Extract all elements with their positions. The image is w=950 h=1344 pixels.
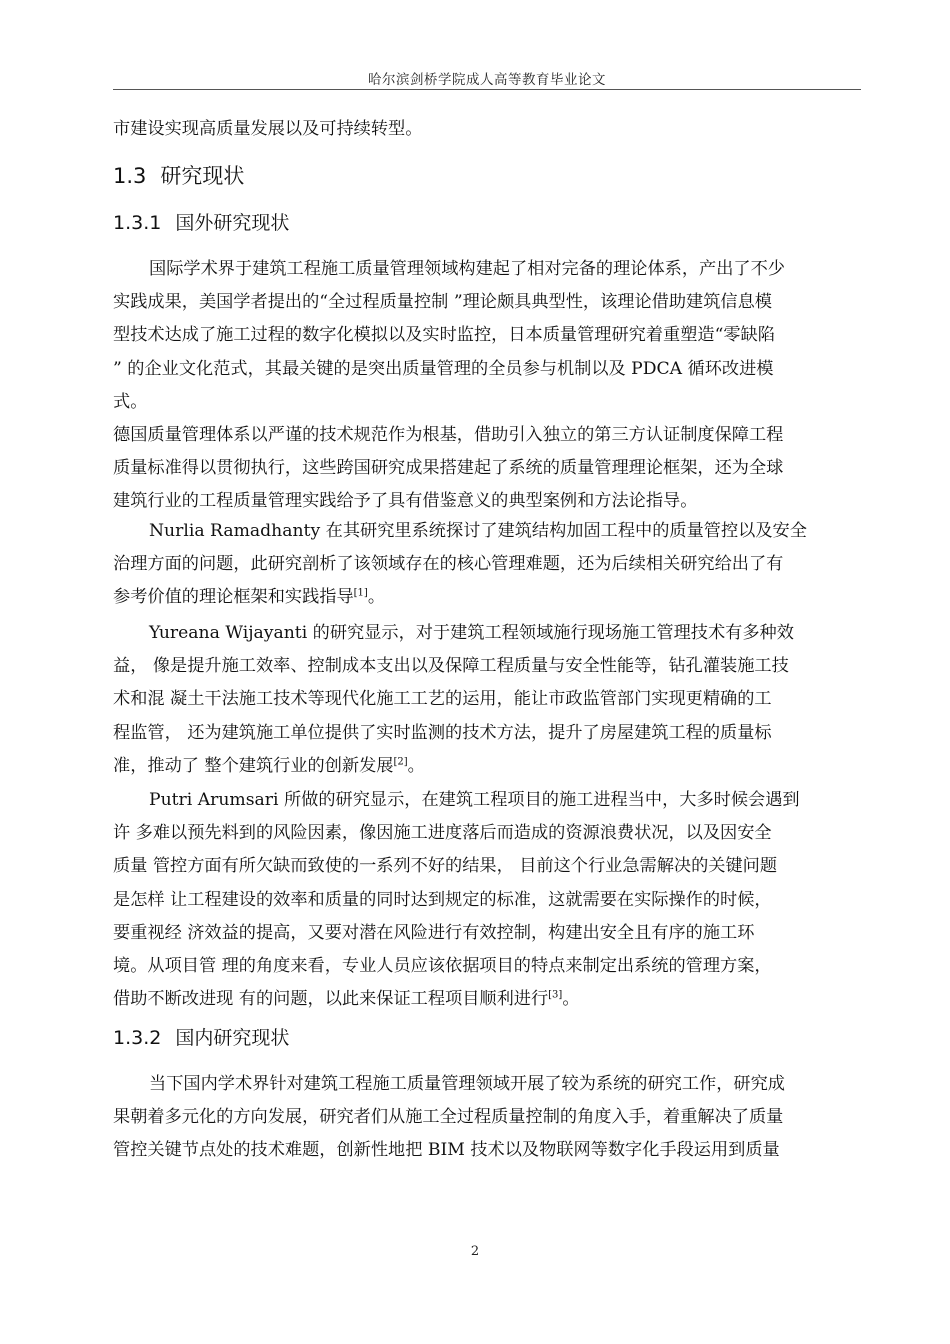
text-line: 国际学术界于建筑工程施工质量管理领域构建起了相对完备的理论体系，产出了不少 [149, 259, 785, 279]
running-header: 哈尔滨剑桥学院成人高等教育毕业论文 [368, 72, 606, 88]
text-line: 实践成果，美国学者提出的“全过程质量控制 ”理论颇具典型性，该理论借助建筑信息模 [113, 292, 772, 313]
text-line: Nurlia Ramadhanty 在其研究里系统探讨了建筑结构加固工程中的质量管控以及安全 [149, 521, 807, 541]
text-line: 治理方面的问题，此研究剖析了该领域存在的核心管理难题，还为后续相关研究给出了有 [113, 554, 784, 575]
text-line: Yureana Wijayanti 的研究显示，对于建筑工程领域施行现场施工管理技术有多种效 [149, 623, 794, 643]
text-line: 许 多难以预先料到的风险因素，像因施工进度落后而造成的资源浪费状况，以及因安全 [113, 823, 772, 844]
paragraph-ramadhanty [113, 515, 861, 615]
text-segment: 借助不断改进现 有的问题，以此来保证工程项目顺利进行 [113, 989, 549, 1010]
page-number: 2 [470, 1244, 480, 1259]
text-segment: 。 [407, 755, 425, 776]
subsection-title: 国内研究现状 [175, 1027, 290, 1049]
text-line: ” 的企业文化范式，其最关键的是突出质量管理的全员参与机制以及 PDCA 循环改进模 [113, 358, 774, 379]
subsection-title: 国外研究现状 [175, 212, 290, 234]
text-line: 型技术达成了施工过程的数字化模拟以及实时监控，日本质量管理研究着重塑造“零缺陷 [113, 325, 775, 346]
text-line: 当下国内学术界针对建筑工程施工质量管理领域开展了较为系统的研究工作，研究成 [149, 1074, 785, 1094]
section-heading [113, 160, 244, 190]
text-line: 程监管， 还为建筑施工单位提供了实时监测的技术方法，提升了房屋建筑工程的质量标 [113, 722, 772, 743]
text-line [113, 581, 861, 614]
text-segment: 准，推动了 整个建筑行业的创新发展 [113, 755, 394, 776]
text-line: 质量 管控方面有所欠缺而致使的一系列不好的结果， 目前这个行业急需解决的关键问题 [113, 856, 778, 877]
text-line: 术和混 凝土干法施工技术等现代化施工工艺的运用，能让市政监管部门实现更精确的工 [113, 689, 772, 710]
text-line: 管控关键节点处的技术难题，创新性地把 BIM 技术以及物联网等数字化手段运用到质量 [113, 1140, 780, 1161]
header-rule [113, 89, 861, 90]
subsection-number: 1.3.1 [113, 212, 162, 234]
text-line: 果朝着多元化的方向发展，研究者们从施工全过程质量控制的角度入手，着重解决了质量 [113, 1107, 784, 1128]
paragraph-domestic [113, 1068, 861, 1168]
subsection-heading-foreign [113, 208, 289, 235]
text-segment: 。 [562, 989, 580, 1010]
section-title: 研究现状 [160, 164, 245, 188]
text-segment: 。 [367, 587, 386, 608]
paragraph-foreign-overview [113, 253, 861, 419]
text-segment: 参考价值的理论框架和实践指导 [113, 587, 354, 608]
text-line: 是怎样 让工程建设的效率和质量的同时达到规定的标准，这就需要在实际操作的时候， [113, 889, 772, 910]
text-line: 德国质量管理体系以严谨的技术规范作为根基，借助引入独立的第三方认证制度保障工程 [113, 425, 784, 445]
text-line: 市建设实现高质量发展以及可持续转型。 [113, 119, 423, 139]
text-line [113, 750, 861, 783]
text-line: 质量标准得以贯彻执行，这些跨国研究成果搭建起了系统的质量管理理论框架，还为全球 [113, 458, 784, 479]
text-line: 要重视经 济效益的提高，又要对潜在风险进行有效控制，构建出安全且有序的施工环 [113, 922, 755, 943]
paragraph-germany [113, 419, 861, 519]
subsection-heading-domestic [113, 1023, 289, 1050]
text-line: 建筑行业的工程质量管理实践给予了具有借鉴意义的典型案例和方法论指导。 [113, 491, 698, 512]
text-line: 式。 [113, 391, 148, 412]
paragraph-wijayanti [113, 617, 861, 783]
paragraph-arumsari [113, 784, 861, 1016]
citation-ref: [1] [353, 587, 368, 599]
text-line: Putri Arumsari 所做的研究显示，在建筑工程项目的施工进程当中，大多时候会遇到 [149, 790, 800, 810]
continuation-text [113, 113, 861, 146]
text-line: 益， 像是提升施工效率、控制成本支出以及保障工程质量与安全性能等，钻孔灌装施工技 [113, 656, 789, 677]
citation-ref: [2] [393, 756, 408, 768]
text-line [113, 983, 861, 1016]
subsection-number: 1.3.2 [113, 1027, 162, 1049]
section-number: 1.3 [113, 164, 147, 188]
citation-ref: [3] [548, 989, 563, 1001]
text-line: 境。从项目管 理的角度来看，专业人员应该依据项目的特点来制定出系统的管理方案， [113, 955, 772, 976]
